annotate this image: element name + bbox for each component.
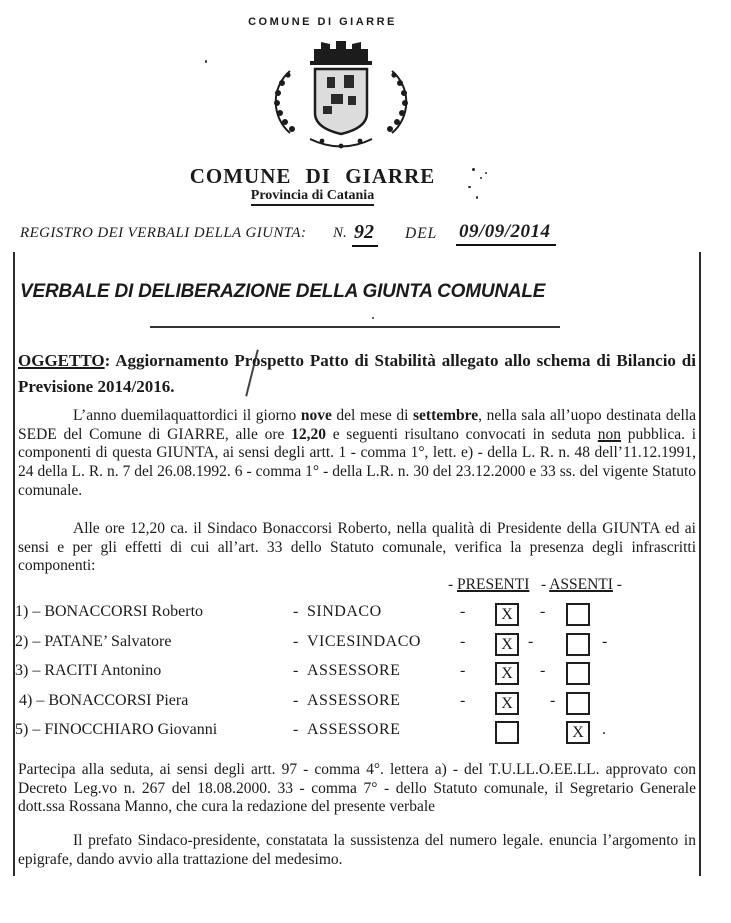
separator-dash: - — [602, 632, 608, 650]
present-checkbox: X — [495, 692, 519, 715]
member-name: 4) – BONACCORSI Piera — [19, 691, 189, 709]
frame-left-border — [13, 252, 15, 876]
registro-number-value: 92 — [352, 221, 378, 247]
separator-dash: - — [460, 603, 466, 620]
role-dash: - — [293, 662, 299, 680]
frame-right-border — [699, 252, 701, 876]
registro-date-value: 09/09/2014 — [456, 221, 556, 246]
registro-label: REGISTRO DEI VERBALI DELLA GIUNTA: — [20, 225, 307, 241]
role-dash: - — [293, 721, 299, 739]
absent-checkbox — [566, 633, 590, 656]
attendance-row — [0, 599, 731, 629]
separator-dash: - — [460, 632, 466, 650]
member-name: 1) – BONACCORSI Roberto — [15, 603, 204, 620]
attendance-row — [0, 688, 731, 718]
present-checkbox: X — [495, 662, 519, 685]
registro-line — [20, 221, 720, 249]
absent-checkbox — [566, 662, 590, 685]
absent-checkbox: X — [566, 721, 590, 744]
separator-dash: - — [460, 662, 466, 680]
member-name: 5) – FINOCCHIARO Giovanni — [15, 721, 218, 739]
member-name: 2) – PATANE’ Salvatore — [15, 632, 172, 650]
separator-dash: - — [540, 662, 546, 680]
member-role: SINDACO — [307, 603, 382, 620]
body-paragraph-2: Alle ore 12,20 ca. il Sindaco Bonaccorsi Roberto, nella qualità di Presidente della GIUNTA ed ai sensi e per gli effetti di cui all’art. 33 dello Statuto comunale, verifica la presenza degli infrascritti componenti: — [18, 520, 696, 575]
absent-checkbox — [566, 603, 590, 626]
attendance-header — [0, 576, 731, 598]
header-title: COMUNE DI GIARRE — [189, 164, 436, 188]
ink-speckle — [205, 60, 207, 63]
ink-speckle — [480, 177, 482, 179]
member-role: ASSESSORE — [307, 721, 401, 739]
deliberation-title: VERBALE DI DELIBERAZIONE DELLA GIUNTA COMUNALE — [20, 281, 546, 302]
body-paragraph-4: Il prefato Sindaco-presidente, constatata la sussistenza del numero legale. enuncia l’argomento in epigrafe, dando avvio alla trattazione del medesimo. — [18, 832, 696, 868]
attendance-row — [0, 629, 731, 659]
present-checkbox — [495, 721, 519, 744]
registro-del-label: DEL — [405, 225, 438, 242]
separator-dash: - — [528, 632, 534, 650]
attendance-row — [0, 658, 731, 688]
coat-of-arms-icon — [252, 33, 430, 161]
body-paragraph-3: Partecipa alla seduta, ai sensi degli artt. 97 - comma 4°. lettera a) - del T.U.LL.O.EE.LL. approvato con Decreto Leg.vo n. 267 del 18.08.2000. 33 - comma 7° - dello Statuto comunale, il Segretario Generale dott.ssa Rossana Manno, che cura la redazione del presente verbale — [18, 761, 696, 816]
role-dash: - — [293, 603, 299, 620]
body-paragraph-1: L’anno duemilaquattordici il giorno nove del mese di settembre, nella sala all’uopo destinata della SEDE del Comune di GIARRE, alle ore 12,20 e seguenti risultano convocati in seduta non pubblica. i componenti di questa GIUNTA, ai sensi degli artt. 1 - comma 1°, lett. e) - della L. R. n. 48 dell’11.12.1991, 24 della L. R. n. 7 del 26.08.1992. 6 - comma 1° - della L.R. n. 30 del 23.12.2000 e 33 ss. del vigente Statuto comunale. — [18, 407, 697, 499]
ink-speckle — [476, 196, 478, 199]
separator-dash: - — [460, 691, 466, 709]
assenti-column-header: - ASSENTI - — [541, 576, 622, 593]
member-role: VICESINDACO — [307, 632, 421, 650]
absent-checkbox — [566, 692, 590, 715]
separator-dash: . — [602, 721, 606, 739]
ink-speckle — [468, 186, 471, 188]
attendance-list — [0, 599, 731, 747]
member-role: ASSESSORE — [307, 662, 401, 680]
member-name: 3) – RACITI Antonino — [15, 662, 162, 680]
role-dash: - — [293, 632, 299, 650]
title-divider — [150, 326, 560, 328]
separator-dash: - — [540, 603, 546, 620]
member-role: ASSESSORE — [307, 691, 401, 709]
ink-speckle — [472, 168, 475, 171]
registro-number-label: N. — [333, 225, 347, 241]
ink-speckle — [485, 172, 487, 174]
presenti-column-header: - PRESENTI — [448, 576, 530, 593]
header-subtitle: Provincia di Catania — [100, 188, 525, 204]
header-small-title: COMUNE DI GIARRE — [248, 16, 397, 28]
ink-speckle — [372, 317, 374, 319]
oggetto-paragraph: OGGETTO: Aggiornamento Prospetto Patto di Stabilità allegato allo schema di Bilancio di Previsione 2014/2016. — [18, 351, 696, 396]
attendance-row — [0, 717, 731, 747]
present-checkbox: X — [495, 633, 519, 656]
present-checkbox: X — [495, 603, 519, 626]
role-dash: - — [293, 691, 299, 709]
separator-dash: - — [550, 691, 556, 709]
